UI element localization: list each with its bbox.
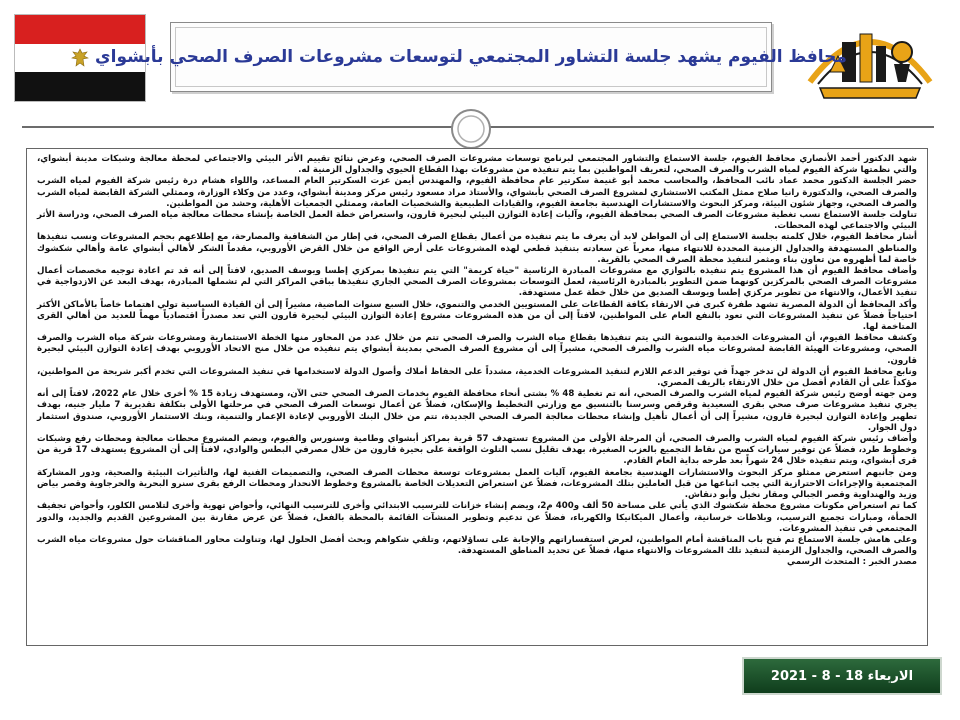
paragraph: أشار محافظ الفيوم، خلال كلمته بجلسة الاستماع إلى أن المواطن لابد أن يعرف ما يتم تنفيذه من أعمال بقطاع الصرف الصحي، في إطار من الشفافية والمصارحة، مع إطلاعهم بحجم المشروعات ونسب تنفيذها والمناطق المستهدفة والجداول الزمنية المحددة للانتهاء منها، معرباً عن سعادته بتنفيذ قطعي لهذه المشروعات على أرض الواقع من خلال القرض الأوروبي، مقدماً الشكر لأهالي أبشواي عامة وأهالي شكشوك خاصة لما أظهروه من تعاون بناء ومثمر لتنفيذ محطة الصرف الصحي بالقرية. — [37, 232, 917, 265]
paragraph: حضر الجلسة الدكتور محمد عماد نائب المحافظ، والمحاسب محمد أبو غنيمة سكرتير عام محافظة الفيوم، والمهندس أيمن عزت السكرتير العام المساعد، واللواء هشام درة رئيس شركة الفيوم لمياه الشرب والصرف الصحي، والدكتورة رانيا صلاح ممثل المكتب الاستشاري لمشروع الصرف الصحي بأبشواي، والأستاذ مراد مسعود رئيس مركز ومدينة أبشواي، وعدد من وكلاء الوزارة، وممثلي الشركة القابضة لمياه الشرب والصرف الصحي، وجهاز شئون البيئة، ومركز البحوث والاستشارات الهندسية بجامعة الفيوم، والقيادات الطبيعية والشخصيات العامة، وممثلي الجمعيات الأهلية، وحشد من المواطنين. — [37, 176, 917, 209]
paragraph: ومن جهته أوضح رئيس شركة الفيوم لمياه الشرب والصرف الصحي، أنه تم تغطية 48 % بشتى أنحاء محافظة الفيوم بخدمات الصرف الصحي حتى الآن، ومستهدف زيادة 15 % أخرى خلال عام 2022، لافتاً إلى أنه يجري تنفيذ مشروعات صرف صحي بقرى السعيدية وقرقص وسرسنا بالتنسيق مع وزارتي التخطيط والإسكان، فضلاً عن أعمال توسعات الصرف الصحي في مرحلتها الأولى بتكلفة تقديرية 7 مليار جنيه، بهدف تطهير وإعادة التوازن لبحيرة قارون، مشيراً إلى أن أعمال تأهيل وإنشاء محطات معالجة الصرف الصحي الجديدة، تتم من خلال البنك الأوروبي لإعادة الإعمار والتنمية، وبنك الاستثمار الأوروبي، صندوق استثمار دول الجوار. — [37, 389, 917, 433]
eagle-icon — [69, 47, 91, 69]
paragraph: وأكد المحافظ أن الدولة المصرية تشهد طفرة كبرى في الارتقاء بكافة القطاعات على المستويين الخدمي والتنموي، خلال السبع سنوات الماضية، مشيراً إلى أن القيادة السياسية تولي اهتماما خاصاً بالأماكن الأكثر احتياجاً فضلاً عن تنفيذ المشروعات التي تعود بالنفع العام على المواطنين، لافتاً إلى أن من هذه المشروعات مشروع إعادة التوازن البيئي لبحيرة قارون التي تعد مصدراً اقتصادياً مهماً للعديد من أهالي القرى المتاخمة لها. — [37, 299, 917, 333]
article-box — [26, 148, 928, 646]
flag-black-stripe — [15, 72, 145, 101]
paragraph: وأضاف محافظ الفيوم أن هذا المشروع يتم تنفيذه بالتوازي مع مشروعات المبادرة الرئاسية "حياة كريمة" التي يتم تنفيذها بمركزي إطسا ويوسف الصديق، لافتاً إلى أنه قد تم اعادة توجيه مخصصات أعمال مشروعات الصرف الصحي بالمركزين كونهما ضمن التطوير بالمبادرة الرئاسية، لعمل التوسعات بمشروعات الصرف الصحي الجاري تنفيذها بباقي المراكز التي لم تشملها المبادرة، بهدف البعد عن الازدواجية في تنفيذ الأعمال، والانتهاء من تطوير مركزي إطسا ويوسف الصديق من خلال خطة عمل مستهدفة. — [37, 266, 917, 299]
paragraph: شهد الدكتور أحمد الأنصاري محافظ الفيوم، جلسة الاستماع والتشاور المجتمعي لبرنامج توسعات مشروعات الصرف الصحي، وعرض نتائج تقييم الأثر البيئي والاجتماعي لمحطة معالجة وشبكات مدينة أبشواي، والتي نظمتها شركة الفيوم لمياه الشرب والصرف الصحي، لتعريف المواطنين بما يتم تنفيذه من مشروعات بهذا القطاع الحيوي والجداول الزمنية له. — [37, 154, 917, 176]
paragraph: وأضاف رئيس شركة الفيوم لمياه الشرب والصرف الصحي، أن المرحلة الأولى من المشروع تستهدف 57 قرية بمراكز أبشواي وطامية وسنورس والفيوم، ويضم المشروع محطات معالجة ومحطات رفع وشبكات وخطوط طرد، فضلاً عن توفير سيارات كسح من نقاط التجميع بالعزب الصغيرة، بهدف تقليل نسب التلوث الواقعة على بحيرة قارون من خلال مصرفي البطس والوادي، لافتاً إلى أن المشروع يستهدف 17 قرية من قرى أبشواي، ويتم تنفيذه خلال 24 شهراً بعد طرحه بداية العام القادم. — [37, 434, 917, 467]
date-badge — [742, 657, 942, 695]
publish-date: الاربعاء 18 - 8 - 2021 — [770, 668, 914, 684]
news-source: مصدر الخبر : المتحدث الرسمي — [787, 557, 917, 568]
paragraph: وعلى هامش جلسة الاستماع تم فتح باب المناقشة أمام المواطنين، لعرض استفساراتهم والإجابة على تساؤلاتهم، وتلقي شكواهم وبحث أفضل الحلول لها، وتناولت محاور المناقشات حول مشروعات مياه الشرب والصرف الصحي، والجداول الزمنية لتنفيذ تلك المشروعات والانتهاء منها، فضلاً عن تحديد المناطق المستهدفة. — [37, 534, 917, 557]
article-body — [37, 154, 917, 569]
paragraph: تناولت جلسة الاستماع نسب تغطية مشروعات الصرف الصحي بمحافظة الفيوم، وآليات إعادة التوازن البيئي لبحيرة قارون، واستعراض خطة العمل الخاصة بإنشاء محطات معالجة مياه الصرف الصحي، ودراسة الأثر البيئي والاجتماعي لهذه المحطات. — [37, 210, 917, 232]
paragraph: كما تم استعراض مكونات مشروع محطة شكشوك الذي يأتي على مساحة 50 ألف و400 م2، ويضم إنشاء خزانات للترسيب الابتدائي وأخرى للترسيب النهائي، وأحواض تهوية وأخرى لتلامس الكلور، وأحواض تجفيف الحمأة، ومبارات تجميع الترسيب، وبلاطات خرسانية، وأعمال الميكانيكا والكهرباء، فضلاً عن تدعيم وتطوير المنشآت القائمة بالمحطة بالفعل، فضلاً عن عرض مقارنة بين المشروعين القديم والجديد، والدور المجتمعي في تنفيذ المشروعات. — [37, 501, 917, 534]
flag-red-stripe — [15, 15, 145, 44]
page-title: محافظ الفيوم يشهد جلسة التشاور المجتمعي لتوسعات مشروعات الصرف الصحي بأبشواي — [95, 47, 847, 67]
ornament-ring-icon — [450, 108, 492, 150]
paragraph: وكشف محافظ الفيوم، أن المشروعات الخدمية والتنموية التي يتم تنفيذها بقطاع مياه الشرب والصرف الصحي تتم من خلال عدد من المحاور منها الخطة الاستثمارية ومشروعات شركة مياه الشرب والصرف الصحي، ومشروعات الهيئة القابضة لمشروعات مياه الشرب والصرف الصحي، مشيراً إلى أن مشروع الصرف الصحي بمدينة أبشواي يتم تنفيذه من خلال منح الاتحاد الأوروبي بهدف إعادة التوازن البيئي لبحيرة قارون. — [37, 333, 917, 366]
paragraph: ونابع محافظ الفيوم أن الدولة لن تدخر جهداً في توفير الدعم اللازم لتنفيذ المشروعات الخدمية، مشدداً على الحفاظ أملاك وأصول الدولة لاستخدامها في تنفيذ المشروعات التي تخدم أكبر شريحة من المواطنين، مؤكداً على أن القادم أفضل من خلال الارتقاء بالريف المصري. — [37, 366, 917, 389]
paragraph: ومن جانبهم استعرض ممثلو مركز البحوث والاستشارات الهندسية بجامعة الفيوم، آليات العمل بمشروعات توسعة محطات الصرف الصحي، والتصميمات الفنية لها، والتأثيرات البيئية والصحية، ودور المشاركة المجتمعية والإجراءات الاحترازية التي يجب اتباعها من قبل العاملين بتلك المشروعات، فضلاً عن استعراض التعديلات الخاصة بالمشروع وخطوط الانحدار ومحطات الرفع بقرى سنرو البحرية والحرجاوية وقصر بياض وزيد والهنداوية وقصر الجبالي ومقار نخيل وأبو دنقاش. — [37, 467, 917, 501]
headline-box — [95, 22, 847, 92]
